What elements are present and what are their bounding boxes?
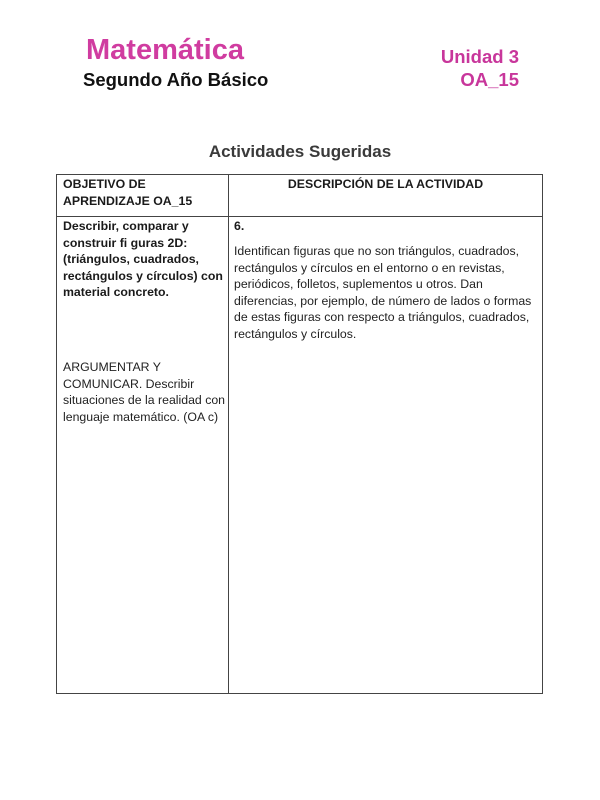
activity-description: Identifican figuras que no son triángulos, cuadrados, rectángulos y círculos en el entorno o en revistas, periódicos, folletos, suplementos u otros. Dan diferencias, por ejemplo, de número de lados o formas de estas figuras con respecto a triángulos, cuadrados, rectángulos y círculos. xyxy=(234,244,532,341)
column-header-objective: OBJETIVO DE APRENDIZAJE OA_15 xyxy=(63,177,193,208)
column-header-description: DESCRIPCIÓN DE LA ACTIVIDAD xyxy=(287,177,484,191)
unit-label: Unidad 3 xyxy=(440,46,519,67)
column-divider xyxy=(228,175,229,693)
learning-objective: Describir, comparar y construir fi guras 2D: (triángulos, cuadrados, rectángulos y círculos) con material concreto. xyxy=(63,219,223,299)
activity-number: 6. xyxy=(234,219,245,233)
activities-table xyxy=(56,174,543,694)
section-title: Actividades Sugeridas xyxy=(208,142,392,161)
oa-label: OA_15 xyxy=(460,69,519,90)
header-divider xyxy=(57,216,542,217)
page-title: Matemática xyxy=(86,34,244,66)
grade-subtitle: Segundo Año Básico xyxy=(83,69,269,90)
skill-text: ARGUMENTAR Y COMUNICAR. Describir situaciones de la realidad con lenguaje matemático. (OA c) xyxy=(63,360,226,424)
